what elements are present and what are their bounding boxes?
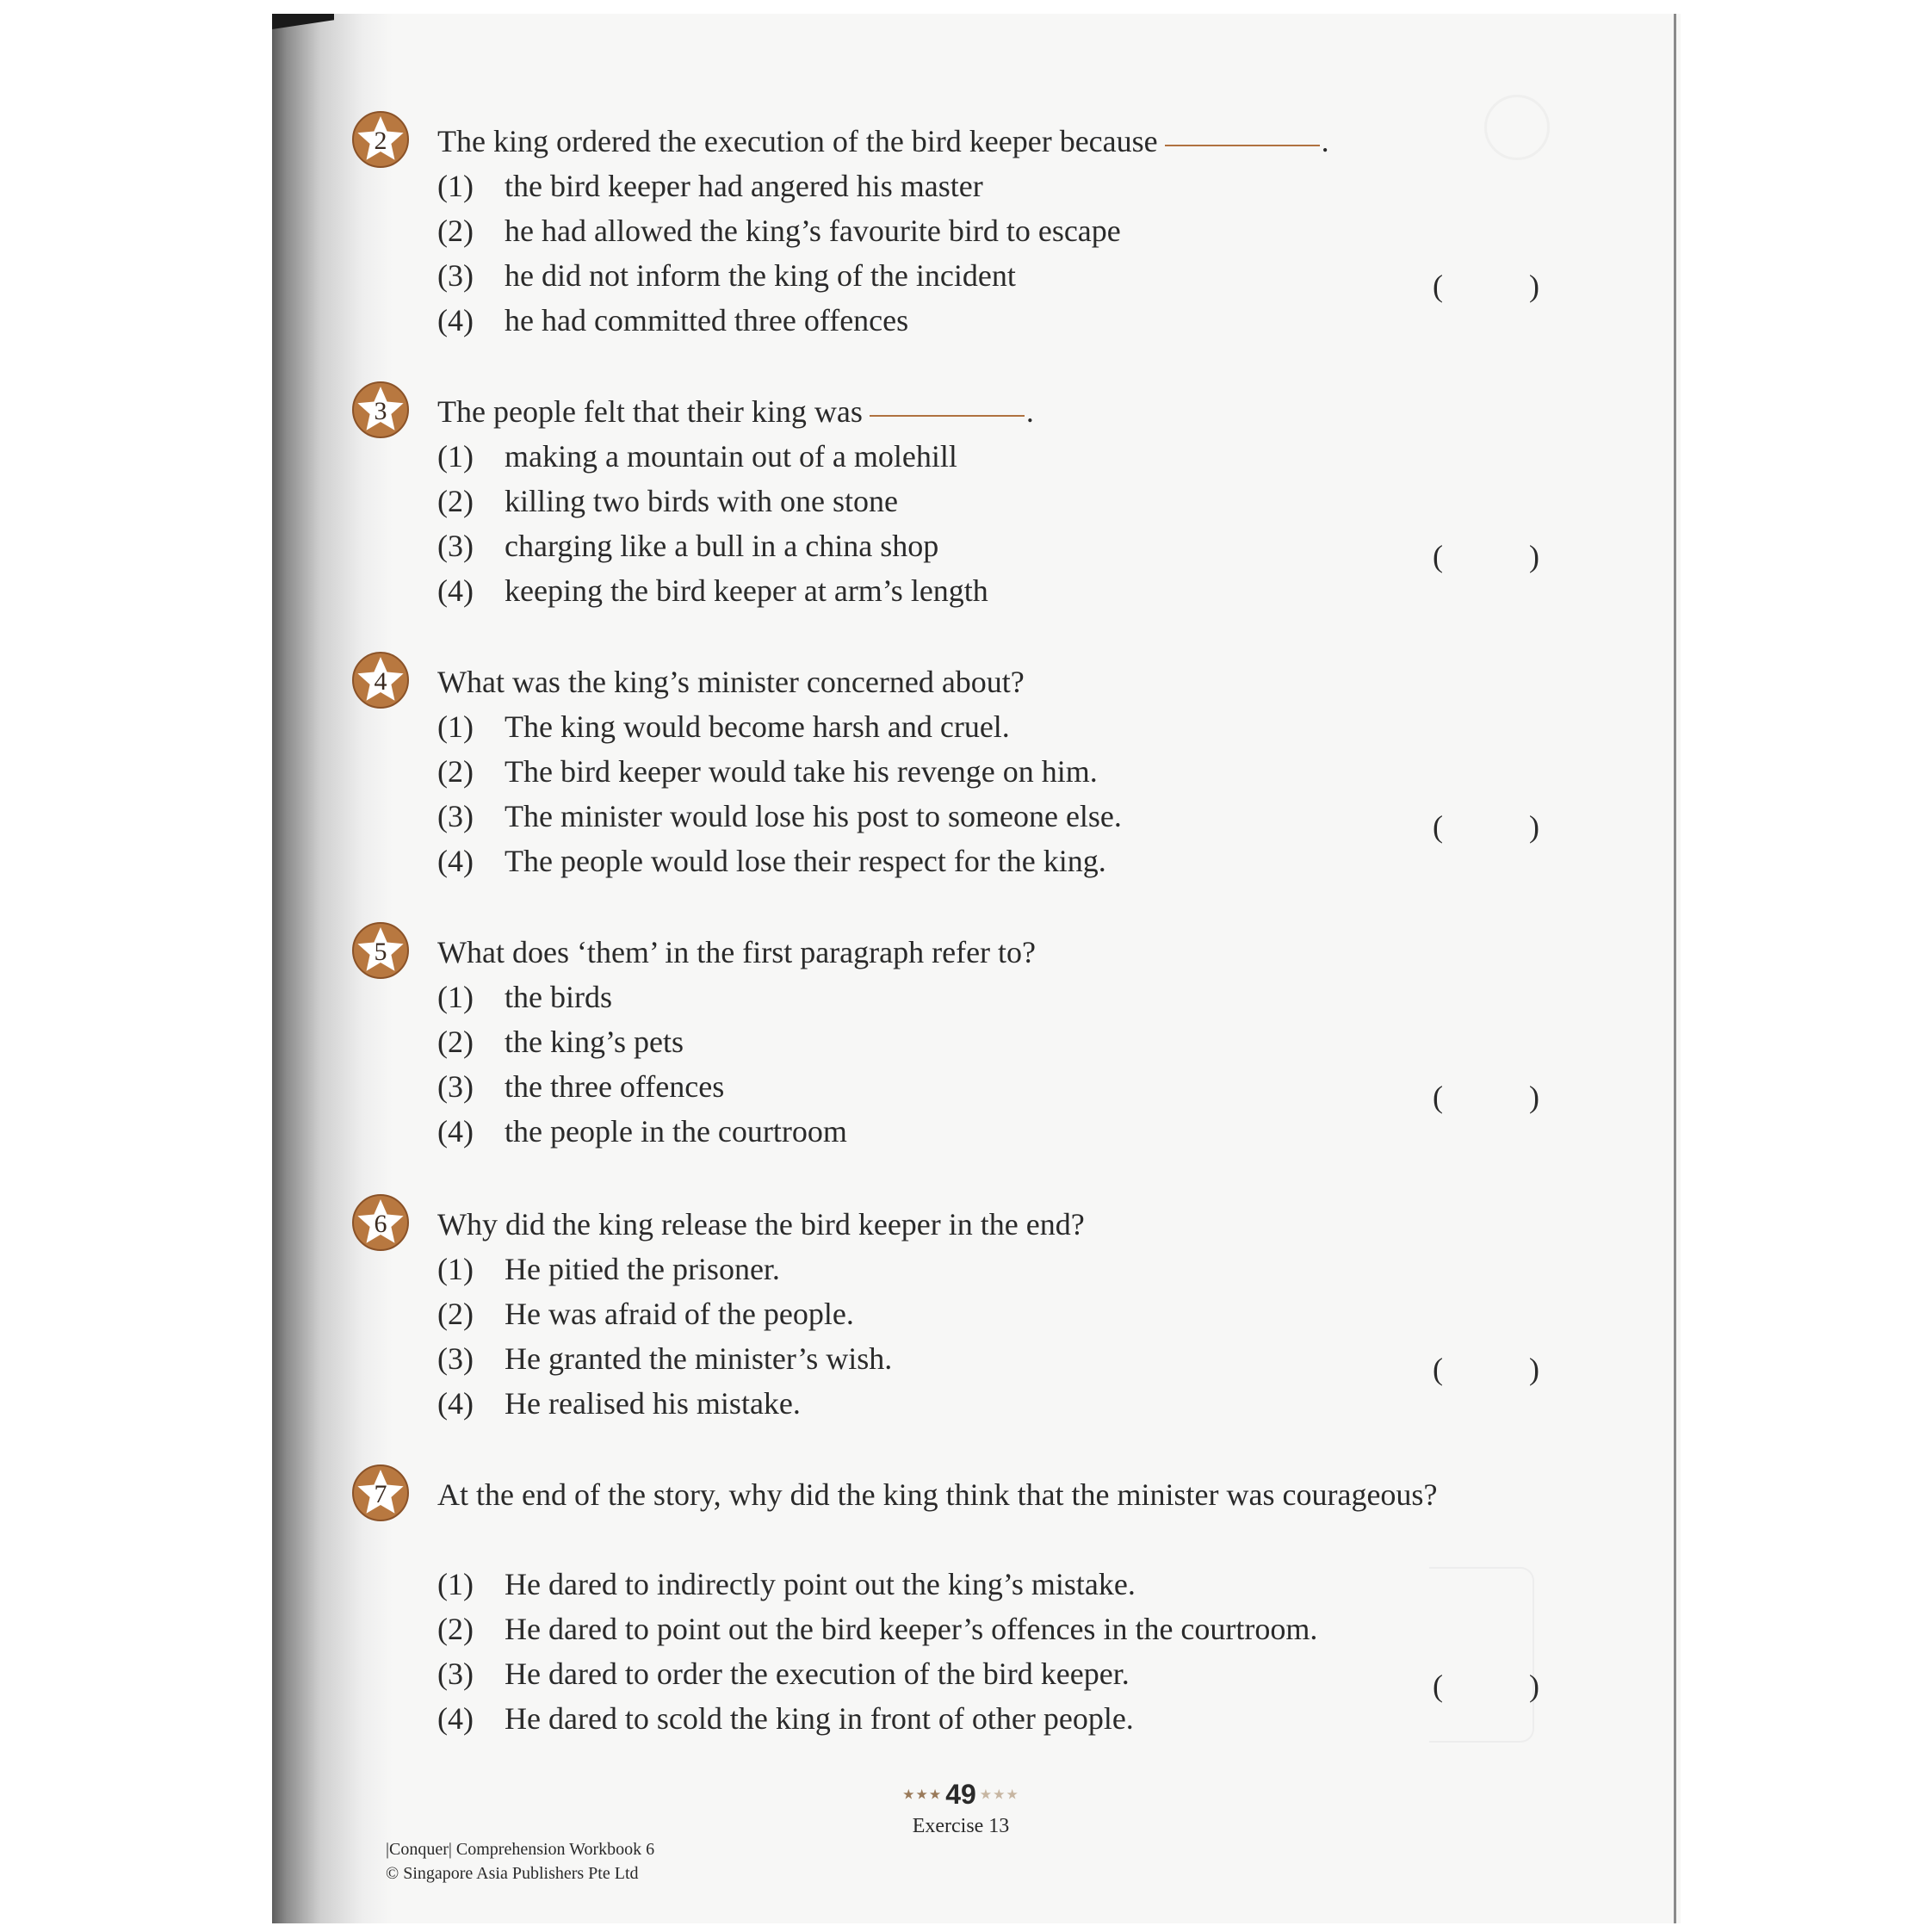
option-item [437,1562,1317,1607]
option-item [437,208,1121,253]
page-edge [1674,14,1676,1923]
question-3 [351,381,1539,608]
option-text: he did not inform the king of the incident [505,258,1016,293]
answer-close-paren: ) [1529,539,1539,573]
stars-left-icon: ★★★ [902,1787,943,1803]
option-number: (2) [437,1025,474,1059]
option-number: (3) [437,799,474,833]
option-number: (1) [437,980,474,1014]
svg-text:7: 7 [374,1480,387,1508]
answer-brackets[interactable] [1433,534,1539,579]
answer-brackets[interactable] [1433,263,1539,308]
option-number: (4) [437,1386,474,1421]
book-title: |Conquer| Comprehension Workbook 6 [386,1840,655,1859]
option-text: He pitied the prisoner. [505,1252,780,1286]
question-4 [351,651,1539,878]
option-item [437,839,1122,883]
question-number-star-icon [351,1464,410,1522]
answer-close-paren: ) [1529,809,1539,844]
option-number: (4) [437,1701,474,1736]
answer-open-paren: ( [1433,1080,1443,1114]
answer-close-paren: ) [1529,1669,1539,1703]
option-text: the bird keeper had angered his master [505,169,983,203]
option-list [437,975,847,1154]
option-item [437,1336,892,1381]
exercise-label: Exercise 13 [912,1815,1010,1837]
copyright-line: © Singapore Asia Publishers Pte Ltd [386,1864,639,1883]
question-stem-text: The king ordered the execution of the bird keeper because [437,124,1158,158]
svg-text:3: 3 [374,397,387,425]
answer-brackets[interactable] [1433,1347,1539,1391]
option-item [437,568,988,613]
blank-period: . [1321,124,1329,158]
svg-text:2: 2 [374,127,387,155]
question-number-star-icon [351,921,410,980]
option-item [437,704,1122,749]
option-list [437,704,1122,883]
option-number: (2) [437,484,474,518]
option-text: keeping the bird keeper at arm’s length [505,573,988,608]
option-text: he had committed three offences [505,303,909,337]
option-text: the king’s pets [505,1025,684,1059]
option-item [437,1109,847,1154]
option-text: The king would become harsh and cruel. [505,709,1010,744]
option-item [437,749,1122,794]
option-list [437,1562,1317,1741]
option-number: (3) [437,1069,474,1104]
svg-text:4: 4 [374,667,387,696]
option-text: the people in the courtroom [505,1114,847,1149]
question-stem [437,659,1025,704]
option-number: (4) [437,1114,474,1149]
answer-open-paren: ( [1433,1669,1443,1703]
option-number: (1) [437,169,474,203]
option-item [437,164,1121,208]
option-text: He dared to scold the king in front of other people. [505,1701,1134,1736]
option-item [437,1381,892,1426]
page-number-block [892,1779,1030,1811]
option-number: (1) [437,1252,474,1286]
option-item [437,479,988,523]
option-item [437,975,847,1019]
option-item [437,434,988,479]
question-stem [437,389,1034,434]
question-stem [437,1472,1520,1517]
option-item [437,1607,1317,1651]
option-item [437,1696,1317,1741]
answer-close-paren: ) [1529,269,1539,303]
question-2 [351,110,1539,337]
question-stem-text: The people felt that their king was [437,394,863,429]
question-7 [351,1464,1539,1736]
option-text: making a mountain out of a molehill [505,439,957,474]
option-text: He dared to point out the bird keeper’s offences in the courtroom. [505,1612,1318,1646]
option-number: (2) [437,754,474,789]
stars-right-icon: ★★★ [979,1787,1019,1803]
question-number-star-icon [351,651,410,709]
option-text: the birds [505,980,612,1014]
option-text: He dared to indirectly point out the king’s mistake. [505,1567,1136,1601]
option-number: (4) [437,573,474,608]
option-number: (3) [437,529,474,563]
option-item [437,1019,847,1064]
option-number: (3) [437,1656,474,1691]
option-number: (3) [437,1341,474,1376]
answer-brackets[interactable] [1433,1074,1539,1119]
option-item [437,253,1121,298]
option-item [437,298,1121,343]
question-stem-text: What was the king’s minister concerned about? [437,665,1025,699]
question-number-star-icon [351,1193,410,1252]
option-number: (1) [437,1567,474,1601]
option-number: (4) [437,303,474,337]
option-text: He was afraid of the people. [505,1297,854,1331]
question-stem-text: Why did the king release the bird keeper in the end? [437,1207,1085,1242]
option-number: (2) [437,1612,474,1646]
option-list [437,164,1121,343]
option-number: (3) [437,258,474,293]
option-number: (2) [437,214,474,248]
option-item [437,1651,1317,1696]
answer-blank-line [1165,145,1320,146]
option-item [437,794,1122,839]
answer-blank-line [870,415,1025,417]
question-stem-text: What does ‘them’ in the first paragraph refer to? [437,935,1037,969]
answer-brackets[interactable] [1433,804,1539,849]
question-number-star-icon [351,381,410,439]
option-item [437,1247,892,1291]
option-text: He granted the minister’s wish. [505,1341,893,1376]
question-number-star-icon [351,110,410,169]
option-item [437,1064,847,1109]
option-list [437,1247,892,1426]
answer-close-paren: ) [1529,1080,1539,1114]
answer-open-paren: ( [1433,269,1443,303]
option-number: (4) [437,844,474,878]
option-text: killing two birds with one stone [505,484,898,518]
option-list [437,434,988,613]
option-text: The people would lose their respect for the king. [505,844,1106,878]
option-text: charging like a bull in a china shop [505,529,939,563]
page-number: 49 [945,1779,976,1810]
question-stem-text: At the end of the story, why did the king think that the minister was courageous? [437,1477,1438,1512]
question-6 [351,1193,1539,1421]
answer-brackets[interactable] [1433,1663,1539,1708]
option-text: The minister would lose his post to someone else. [505,799,1122,833]
option-text: The bird keeper would take his revenge on him. [505,754,1098,789]
question-5 [351,921,1539,1149]
blank-period: . [1025,394,1034,429]
book-credit [386,1837,654,1886]
option-text: He realised his mistake. [505,1386,801,1421]
option-item [437,1291,892,1336]
answer-open-paren: ( [1433,539,1443,573]
question-stem [437,1202,1085,1247]
option-text: He dared to order the execution of the bird keeper. [505,1656,1130,1691]
option-text: the three offences [505,1069,725,1104]
option-text: he had allowed the king’s favourite bird to escape [505,214,1121,248]
question-stem [437,930,1036,975]
svg-text:5: 5 [374,938,387,966]
svg-text:6: 6 [374,1210,387,1238]
question-stem [437,119,1329,164]
option-number: (1) [437,439,474,474]
answer-close-paren: ) [1529,1352,1539,1386]
answer-open-paren: ( [1433,1352,1443,1386]
answer-open-paren: ( [1433,809,1443,844]
option-number: (1) [437,709,474,744]
option-item [437,523,988,568]
option-number: (2) [437,1297,474,1331]
